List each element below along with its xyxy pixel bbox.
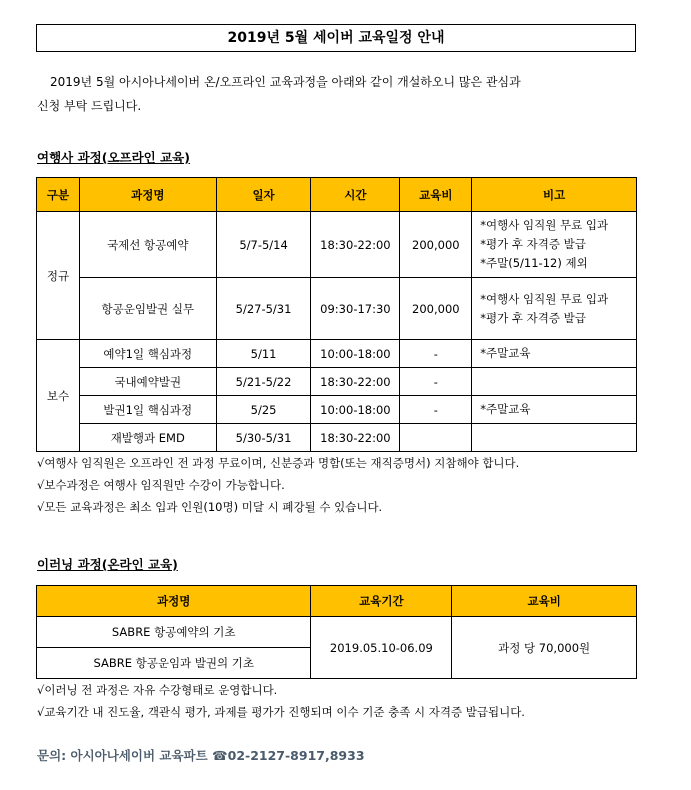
- table-row: [37, 278, 637, 340]
- course-time: 18:30-22:00: [311, 212, 400, 278]
- contact-phone: 02-2127-8917,8933: [227, 748, 365, 763]
- course-time: 09:30-17:30: [311, 278, 400, 340]
- group-regular: 정규: [37, 212, 80, 340]
- course-date: 5/27-5/31: [216, 278, 311, 340]
- online-section-heading: 이러닝 과정(온라인 교육): [37, 557, 178, 572]
- note-line: √여행사 임직원은 오프라인 전 과정 무료이며, 신분증과 명함(또는 재직증명서) 지참해야 합니다.: [37, 456, 520, 470]
- header-period: 교육기간: [311, 586, 452, 617]
- course-time: 18:30-22:00: [311, 424, 400, 452]
- table-header-row: [37, 586, 637, 617]
- intro-paragraph: [37, 70, 647, 118]
- course-name: 발권1일 핵심과정: [79, 396, 216, 424]
- course-name: SABRE 항공예약의 기초: [37, 617, 311, 648]
- course-date: 5/7-5/14: [216, 212, 311, 278]
- header-time: 시간: [311, 178, 400, 212]
- offline-section-heading: 여행사 과정(오프라인 교육): [37, 150, 190, 165]
- header-remarks: 비고: [472, 178, 637, 212]
- course-date: 5/11: [216, 340, 311, 368]
- remark-line: *여행사 임직원 무료 입과: [480, 218, 609, 232]
- course-name: 항공운임발권 실무: [79, 278, 216, 340]
- table-row: [37, 396, 637, 424]
- course-remarks: [472, 368, 637, 396]
- remark-line: *주말(5/11-12) 제외: [480, 256, 588, 270]
- contact-label: 문의: 아시아나세이버 교육파트: [37, 748, 208, 763]
- course-name: SABRE 항공운임과 발권의 기초: [37, 648, 311, 679]
- header-course: 과정명: [79, 178, 216, 212]
- table-row: [37, 368, 637, 396]
- course-date: 5/21-5/22: [216, 368, 311, 396]
- phone-icon: ☎: [212, 748, 228, 763]
- course-fee: 200,000: [400, 278, 472, 340]
- page-title: 2019년 5월 세이버 교육일정 안내: [36, 24, 636, 52]
- offline-course-table: [36, 177, 637, 452]
- course-name: 국내예약발권: [79, 368, 216, 396]
- course-date: 5/25: [216, 396, 311, 424]
- course-date: 5/30-5/31: [216, 424, 311, 452]
- header-fee: 교육비: [452, 586, 637, 617]
- course-fee: -: [400, 396, 472, 424]
- header-date: 일자: [216, 178, 311, 212]
- remark-line: *평가 후 자격증 발급: [480, 237, 586, 251]
- course-name: 예약1일 핵심과정: [79, 340, 216, 368]
- note-line: √이러닝 전 과정은 자유 수강형태로 운영합니다.: [37, 683, 278, 697]
- course-time: 10:00-18:00: [311, 340, 400, 368]
- table-header-row: [37, 178, 637, 212]
- remark-line: *여행사 임직원 무료 입과: [480, 291, 609, 306]
- note-line: √보수과정은 여행사 임직원만 수강이 가능합니다.: [37, 478, 285, 492]
- course-name: 국제선 항공예약: [79, 212, 216, 278]
- intro-line-1: 2019년 5월 아시아나세이버 온/오프라인 교육과정을 아래와 같이 개설하오니 많은 관심과: [50, 75, 521, 89]
- course-fee: -: [400, 340, 472, 368]
- remark-line: *평가 후 자격증 발급: [480, 310, 586, 325]
- table-row: [37, 424, 637, 452]
- table-row: [37, 212, 637, 278]
- course-fee: 200,000: [400, 212, 472, 278]
- table-row: [37, 617, 637, 648]
- course-fee: 과정 당 70,000원: [452, 617, 637, 679]
- course-time: 10:00-18:00: [311, 396, 400, 424]
- offline-notes: [37, 452, 519, 518]
- course-remarks: [472, 424, 637, 452]
- online-course-table: [36, 585, 637, 679]
- group-refresher: 보수: [37, 340, 80, 452]
- course-period: 2019.05.10-06.09: [311, 617, 452, 679]
- course-remarks: *주말교육: [472, 396, 637, 424]
- course-fee: -: [400, 368, 472, 396]
- course-remarks: [472, 212, 637, 278]
- course-time: 18:30-22:00: [311, 368, 400, 396]
- course-fee: [400, 424, 472, 452]
- contact-info: [37, 746, 365, 764]
- note-line: √교육기간 내 진도율, 객관식 평가, 과제를 평가가 진행되며 이수 기준 충족 시 자격증 발급됩니다.: [37, 705, 525, 719]
- course-name: 재발행과 EMD: [79, 424, 216, 452]
- course-remarks: *주말교육: [472, 340, 637, 368]
- note-line: √모든 교육과정은 최소 입과 인원(10명) 미달 시 폐강될 수 있습니다.: [37, 500, 383, 514]
- header-fee: 교육비: [400, 178, 472, 212]
- online-notes: [37, 679, 525, 723]
- intro-line-2: 신청 부탁 드립니다.: [37, 99, 142, 113]
- header-course: 과정명: [37, 586, 311, 617]
- table-row: [37, 340, 637, 368]
- course-remarks: [472, 278, 637, 340]
- header-category: 구분: [37, 178, 80, 212]
